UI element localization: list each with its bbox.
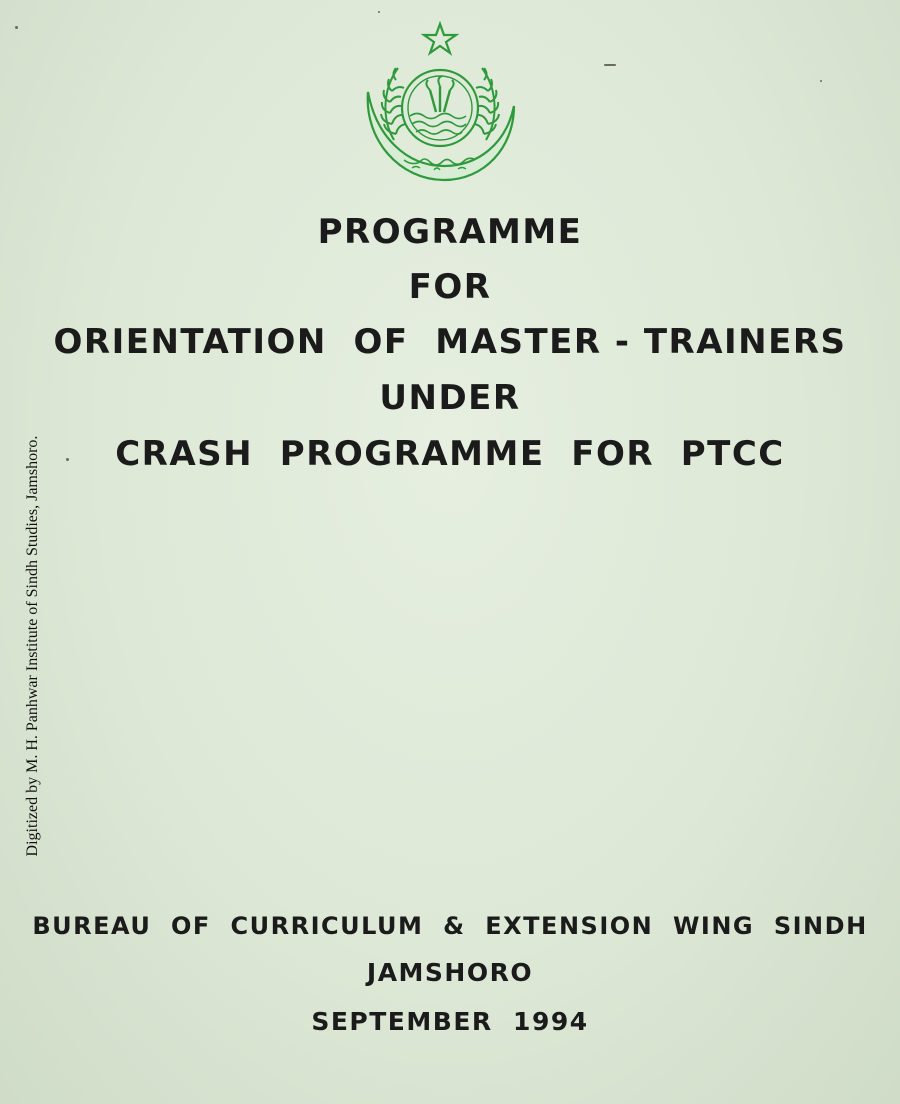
paper-speck xyxy=(15,26,18,29)
title-line-orientation: ORIENTATION OF MASTER - TRAINERS xyxy=(53,322,847,362)
title-line-programme: PROGRAMME xyxy=(317,212,583,252)
publication-date: SEPTEMBER 1994 xyxy=(311,1007,589,1036)
paper-speck xyxy=(820,80,822,82)
title-line-for: FOR xyxy=(408,267,492,307)
paper-speck xyxy=(604,64,616,66)
title-line-under: UNDER xyxy=(379,378,521,418)
organization-name: BUREAU OF CURRICULUM & EXTENSION WING SINDH xyxy=(32,912,868,940)
paper-speck xyxy=(66,458,69,461)
title-line-crash-programme: CRASH PROGRAMME FOR PTCC xyxy=(115,434,785,474)
digitization-watermark: Digitized by M. H. Panhwar Institute of Sindh Studies, Jamshoro. xyxy=(24,435,41,857)
city-name: JAMSHORO xyxy=(366,958,534,987)
paper-speck xyxy=(378,11,380,13)
government-of-sindh-emblem-icon xyxy=(354,20,526,188)
